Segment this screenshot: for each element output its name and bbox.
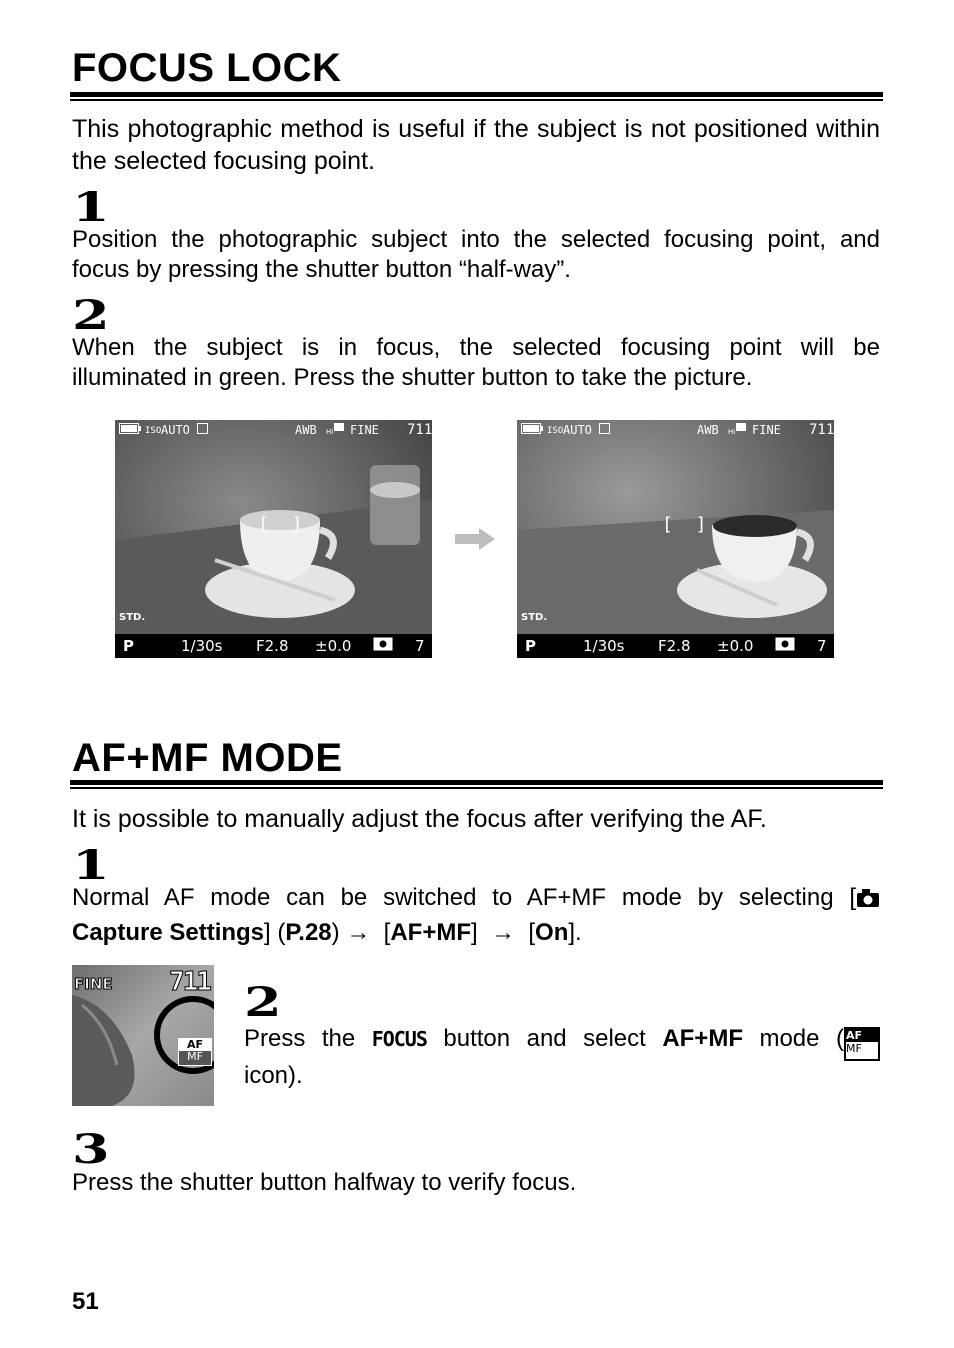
svg-text:Hi: Hi — [326, 428, 334, 435]
step-number: 2 — [72, 292, 109, 339]
lcd-exposure-bar — [115, 634, 432, 658]
step-number: 2 — [244, 979, 281, 1026]
mf-label: MF — [845, 1042, 862, 1055]
lcd-exposure-bar — [517, 634, 834, 658]
arrow-right-icon — [455, 528, 497, 555]
title-rule-thick — [70, 92, 883, 97]
drive-mode-icon — [599, 423, 611, 437]
picture-style: STD. — [119, 612, 146, 623]
section-title-focus-lock: FOCUS LOCK — [72, 46, 342, 90]
focus-point-bracket: [ ] — [662, 514, 713, 535]
focus-point-bracket: [ ] — [258, 514, 309, 535]
af-mf-icon — [844, 1027, 880, 1061]
section-title-af-mf-mode: AF+MF MODE — [72, 736, 343, 780]
svg-text:Hi: Hi — [728, 428, 736, 435]
quality-label: FINE — [350, 423, 379, 437]
step-line — [244, 1024, 880, 1061]
step-line — [72, 882, 880, 917]
step-text: mode ( — [759, 1025, 844, 1052]
iso-value: AUTO — [161, 423, 190, 437]
exposure-mode: P — [123, 637, 134, 655]
step-line: illuminated in green. Press the shutter button to take the picture. — [72, 364, 753, 391]
coffee-cup-photo — [115, 420, 432, 658]
title-rule-thin — [70, 787, 883, 789]
exposure-compensation: ±0.0 — [717, 637, 754, 655]
page-number: 51 — [72, 1288, 99, 1315]
af-mf-screen-thumbnail — [72, 965, 214, 1106]
iso-label: ISO — [547, 426, 564, 436]
page-reference: P.28 — [285, 919, 332, 946]
quality-label: FINE — [752, 423, 781, 437]
iso-value: AUTO — [563, 423, 592, 437]
af-label: AF — [846, 1029, 878, 1042]
step-number: 1 — [72, 184, 109, 231]
exposure-mode: P — [525, 637, 536, 655]
white-balance: AWB — [295, 423, 317, 437]
arrow-icon: → — [346, 919, 371, 946]
iso-label: ISO — [145, 426, 162, 436]
battery-icon — [521, 423, 543, 437]
step-line: Capture Settings] (P.28) → [AF+MF] → [On]. — [72, 919, 582, 946]
mf-label: MF — [187, 1050, 203, 1063]
lcd-status-bar — [115, 420, 432, 440]
aperture: F2.8 — [256, 637, 289, 655]
step-text: button and select — [443, 1025, 646, 1052]
step-line: icon). — [244, 1062, 303, 1089]
white-balance: AWB — [697, 423, 719, 437]
title-rule-thin — [70, 99, 883, 101]
af-mf-step-1-text — [72, 882, 880, 949]
step-line: When the subject is in focus, the selected focusing point will be — [72, 334, 880, 361]
af-label: AF — [179, 1039, 211, 1051]
step-number: 3 — [72, 1126, 109, 1173]
focus-lock-step-2-text — [72, 333, 880, 393]
menu-item: AF+MF — [390, 919, 471, 946]
step-line: Position the photographic subject into the selected focusing point, and — [72, 226, 880, 253]
step-text: ) — [331, 919, 340, 946]
quality-label: FINE — [74, 975, 113, 993]
burst-count: 7 — [817, 637, 827, 655]
metering-icon — [775, 637, 795, 655]
step-line: focus by pressing the shutter button “half-way”. — [72, 256, 571, 283]
exposure-compensation: ±0.0 — [315, 637, 352, 655]
step-number: 1 — [72, 842, 109, 889]
metering-icon — [373, 637, 393, 655]
shots-remaining: 711 — [407, 422, 432, 438]
image-size-icon — [326, 423, 348, 438]
menu-name: Capture Settings — [72, 919, 265, 946]
drive-mode-icon — [197, 423, 209, 437]
burst-count: 7 — [415, 637, 425, 655]
lcd-screen-after — [517, 420, 834, 658]
focus-lock-intro: This photographic method is useful if the subject is not positioned within the selected focusing point. — [72, 115, 880, 175]
shutter-speed: 1/30s — [583, 637, 625, 655]
lcd-screen-before — [115, 420, 432, 658]
menu-option: On — [535, 919, 569, 946]
arrow-icon: → — [491, 919, 516, 946]
shots-remaining: 711 — [809, 422, 834, 438]
af-mf-icon — [178, 1038, 212, 1066]
af-mf-step-3-text: Press the shutter button halfway to verify focus. — [72, 1169, 577, 1196]
af-mf-intro: It is possible to manually adjust the focus after verifying the AF. — [72, 805, 767, 833]
coffee-cup-photo — [517, 420, 834, 658]
image-size-icon — [728, 423, 750, 438]
picture-style: STD. — [521, 612, 548, 623]
step-text: Normal AF mode can be switched to AF+MF mode by selecting [ — [72, 884, 856, 911]
mode-name: AF+MF — [662, 1025, 743, 1052]
step-text: ] ( — [264, 919, 286, 946]
camera-icon — [856, 885, 880, 917]
af-mf-step-2-text — [244, 1024, 880, 1091]
step-text: Press the — [244, 1025, 356, 1052]
aperture: F2.8 — [658, 637, 691, 655]
lcd-status-bar — [517, 420, 834, 440]
title-rule-thick — [70, 780, 883, 785]
shutter-speed: 1/30s — [181, 637, 223, 655]
focus-lock-step-1-text — [72, 225, 880, 285]
battery-icon — [119, 423, 141, 437]
shots-remaining: 711 — [169, 967, 210, 997]
focus-button-label: FOCUS — [371, 1027, 427, 1051]
